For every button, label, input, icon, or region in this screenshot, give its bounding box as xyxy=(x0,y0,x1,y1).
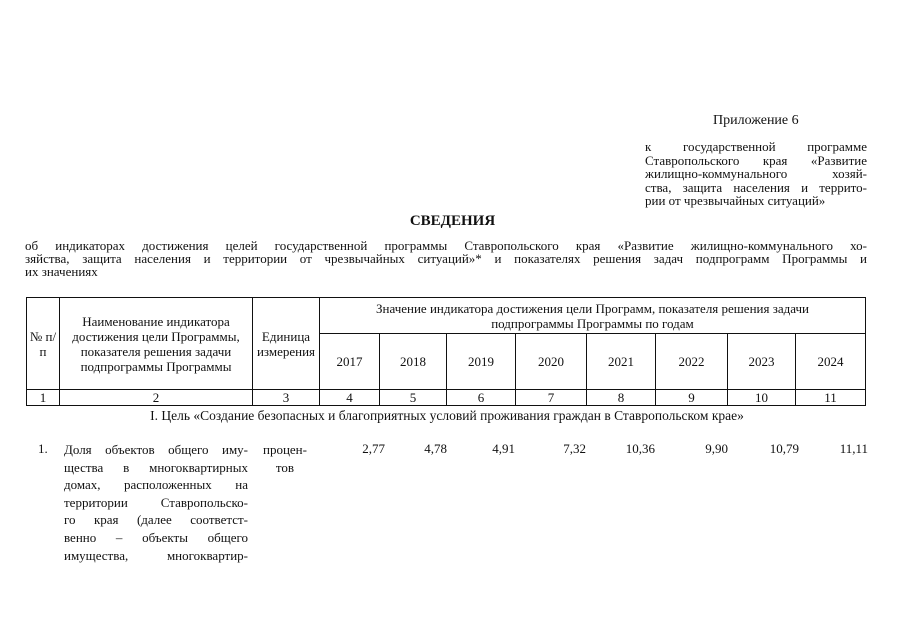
header-year: 2021 xyxy=(587,334,656,390)
column-number: 6 xyxy=(447,390,516,406)
appendix-ref-line: к государственной программе xyxy=(645,139,867,154)
appendix-ref-line: рии от чрезвычайных ситуаций» xyxy=(645,193,826,208)
subtitle-line: их значениях xyxy=(25,264,98,279)
header-year: 2020 xyxy=(516,334,587,390)
header-year: 2023 xyxy=(728,334,796,390)
row-name-line: территории Ставропольско- xyxy=(64,494,248,510)
header-cell-values: Значение индикатора достижения цели Программ, показателя решения задачи подпрограммы Программы по годам xyxy=(320,298,866,334)
row-value-2021: 10,36 xyxy=(625,441,655,456)
row-value-2023: 10,79 xyxy=(769,441,799,456)
column-number: 10 xyxy=(728,390,796,406)
row-name-line: Доля объектов общего иму- xyxy=(64,442,248,457)
document-subtitle xyxy=(25,239,867,278)
row-name-line: венно – объекты общего xyxy=(64,529,248,545)
document-title: СВЕДЕНИЯ xyxy=(409,213,496,229)
row-value-2018: 4,78 xyxy=(424,441,447,456)
section-heading: I. Цель «Создание безопасных и благоприятных условий проживания граждан в Ставропольском крае» xyxy=(150,408,744,423)
column-number: 2 xyxy=(60,390,253,406)
row-indicator-name xyxy=(64,441,248,564)
header-cell-name: Наименование индикатора достижения цели Программы, показателя решения задачи подпрограммы Программы xyxy=(60,298,253,390)
row-value-2017: 2,77 xyxy=(362,441,385,456)
column-number: 8 xyxy=(587,390,656,406)
subtitle-line: зяйства, защита населения и территории от чрезвычайных ситуаций»* и показателях решения задач подпрограмм Программы и xyxy=(25,251,867,266)
appendix-title: Приложение 6 xyxy=(713,113,799,128)
column-number: 9 xyxy=(656,390,728,406)
header-year: 2024 xyxy=(796,334,866,390)
row-unit-line: тов xyxy=(275,459,295,475)
appendix-ref-line: жилищно-коммунального хозяй- xyxy=(645,166,867,181)
header-cell-unit: Единица измерения xyxy=(253,298,320,390)
column-number: 3 xyxy=(253,390,320,406)
column-number: 11 xyxy=(796,390,866,406)
appendix-ref-line: ства, защита населения и террито- xyxy=(645,179,867,195)
row-value-2022: 9,90 xyxy=(705,441,728,456)
row-value-2019: 4,91 xyxy=(492,441,515,456)
column-number: 7 xyxy=(516,390,587,406)
header-year: 2017 xyxy=(320,334,380,390)
row-name-line: домах, расположенных на xyxy=(64,477,248,493)
header-year: 2019 xyxy=(447,334,516,390)
row-unit-line: процен- xyxy=(263,442,307,457)
column-number: 5 xyxy=(380,390,447,406)
row-name-line: го края (далее соответст- xyxy=(64,512,248,528)
row-value-2024: 11,11 xyxy=(839,441,868,456)
row-name-line: имущества, многоквартир- xyxy=(64,547,248,563)
appendix-reference xyxy=(645,140,867,208)
appendix-ref-line: Ставропольского края «Развитие xyxy=(645,152,867,168)
column-number: 4 xyxy=(320,390,380,406)
header-year: 2022 xyxy=(656,334,728,390)
column-number: 1 xyxy=(27,390,60,406)
row-number: 1. xyxy=(38,441,48,456)
subtitle-line: об индикаторах достижения целей государственной программы Ставропольского края «Развитие жилищно-коммунального хо- xyxy=(25,238,867,253)
row-unit xyxy=(254,441,316,476)
row-value-2020: 7,32 xyxy=(563,441,586,456)
header-year: 2018 xyxy=(380,334,447,390)
indicators-table xyxy=(26,297,866,406)
row-name-line: щества в многоквартирных xyxy=(64,459,248,475)
header-cell-number: № п/п xyxy=(27,298,60,390)
